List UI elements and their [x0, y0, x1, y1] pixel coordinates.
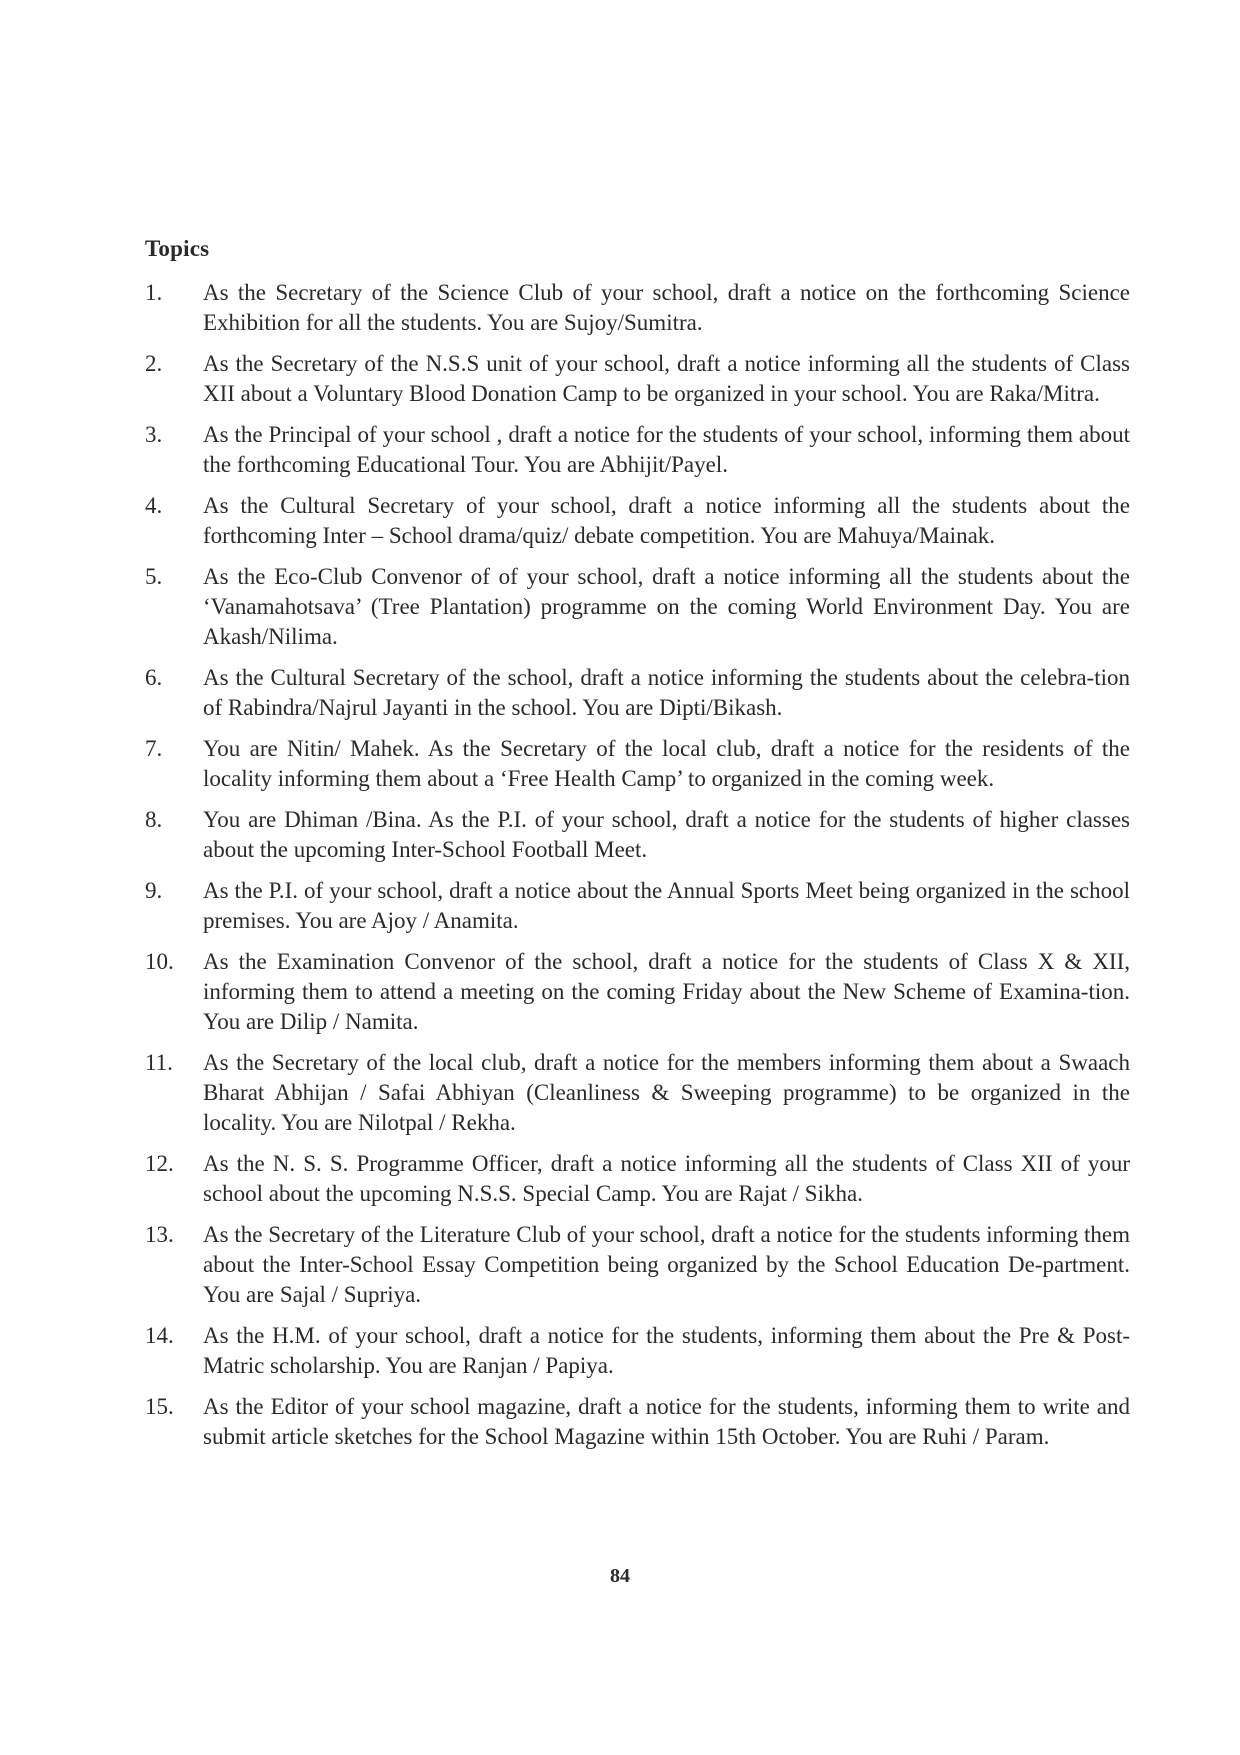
topic-number: 3. — [145, 422, 163, 447]
topic-number: 8. — [145, 807, 163, 832]
topic-text: You are Nitin/ Mahek. As the Secretary of the local club, draft a notice for the residents of the locality informing them about a ‘Free Health Camp’ to organized in the coming week. — [203, 736, 1130, 791]
topic-number: 10. — [145, 949, 174, 974]
topic-item — [145, 562, 1130, 652]
topic-text: As the Secretary of the Science Club of your school, draft a notice on the forthcoming Science Exhibition for all the students. You are Sujoy/Sumitra. — [203, 280, 1130, 335]
topic-number: 2. — [145, 351, 163, 376]
topic-text: As the H.M. of your school, draft a notice for the students, informing them about the Pre & Post-Matric scholarship. You are Ranjan / Papiya. — [203, 1323, 1130, 1378]
topic-text: As the Editor of your school magazine, draft a notice for the students, informing them to write and submit article sketches for the School Magazine within 15th October. You are Ruhi / Param. — [203, 1394, 1130, 1449]
topic-item — [145, 1048, 1130, 1138]
topic-text: As the Eco-Club Convenor of of your school, draft a notice informing all the students about the ‘Vanamahotsava’ (Tree Plantation) programme on the coming World Environment Day. You are Akash/Nilima. — [203, 564, 1130, 649]
topic-item — [145, 420, 1130, 480]
topic-number: 5. — [145, 564, 163, 589]
section-heading: Topics — [145, 236, 210, 261]
page-number: 84 — [610, 1565, 630, 1587]
topic-list — [145, 278, 1130, 1463]
topic-number: 9. — [145, 878, 163, 903]
topic-item — [145, 1392, 1130, 1452]
topic-number: 11. — [145, 1050, 173, 1075]
topic-number: 12. — [145, 1151, 174, 1176]
topic-item — [145, 1149, 1130, 1209]
topic-item — [145, 491, 1130, 551]
topic-item — [145, 278, 1130, 338]
topic-text: You are Dhiman /Bina. As the P.I. of your school, draft a notice for the students of higher classes about the upcoming Inter-School Football Meet. — [203, 807, 1130, 862]
topic-text: As the Examination Convenor of the school, draft a notice for the students of Class X & XII, informing them to attend a meeting on the coming Friday about the New Scheme of Examina-tion. You are Dilip / Namita. — [203, 949, 1130, 1034]
topic-text: As the Cultural Secretary of your school, draft a notice informing all the students about the forthcoming Inter – School drama/quiz/ debate competition. You are Mahuya/Mainak. — [203, 493, 1130, 548]
topic-number: 14. — [145, 1323, 174, 1348]
topic-number: 15. — [145, 1394, 174, 1419]
topic-number: 6. — [145, 665, 163, 690]
topic-item — [145, 1321, 1130, 1381]
topic-item — [145, 876, 1130, 936]
topic-item — [145, 349, 1130, 409]
topic-item — [145, 734, 1130, 794]
topic-text: As the Cultural Secretary of the school, draft a notice informing the students about the celebra-tion of Rabindra/Najrul Jayanti in the school. You are Dipti/Bikash. — [203, 665, 1130, 720]
topic-text: As the Secretary of the local club, draft a notice for the members informing them about a Swaach Bharat Abhijan / Safai Abhiyan (Cleanliness & Sweeping programme) to be organized in the locality. You are Nilotpal / Rekha. — [203, 1050, 1130, 1135]
topic-item — [145, 663, 1130, 723]
topic-number: 13. — [145, 1222, 174, 1247]
topic-item — [145, 805, 1130, 865]
topic-text: As the P.I. of your school, draft a notice about the Annual Sports Meet being organized in the school premises. You are Ajoy / Anamita. — [203, 878, 1130, 933]
topic-number: 7. — [145, 736, 163, 761]
topic-text: As the N. S. S. Programme Officer, draft a notice informing all the students of Class XII of your school about the upcoming N.S.S. Special Camp. You are Rajat / Sikha. — [203, 1151, 1130, 1206]
topic-number: 1. — [145, 280, 163, 305]
topic-number: 4. — [145, 493, 163, 518]
topic-item — [145, 1220, 1130, 1310]
topic-text: As the Principal of your school , draft a notice for the students of your school, informing them about the forthcoming Educational Tour. You are Abhijit/Payel. — [203, 422, 1130, 477]
topic-text: As the Secretary of the Literature Club of your school, draft a notice for the students informing them about the Inter-School Essay Competition being organized by the School Education De-partment. You are Sajal / Supriya. — [203, 1222, 1130, 1307]
topic-text: As the Secretary of the N.S.S unit of your school, draft a notice informing all the students of Class XII about a Voluntary Blood Donation Camp to be organized in your school. You are Raka/Mitra. — [203, 351, 1130, 406]
topic-item — [145, 947, 1130, 1037]
